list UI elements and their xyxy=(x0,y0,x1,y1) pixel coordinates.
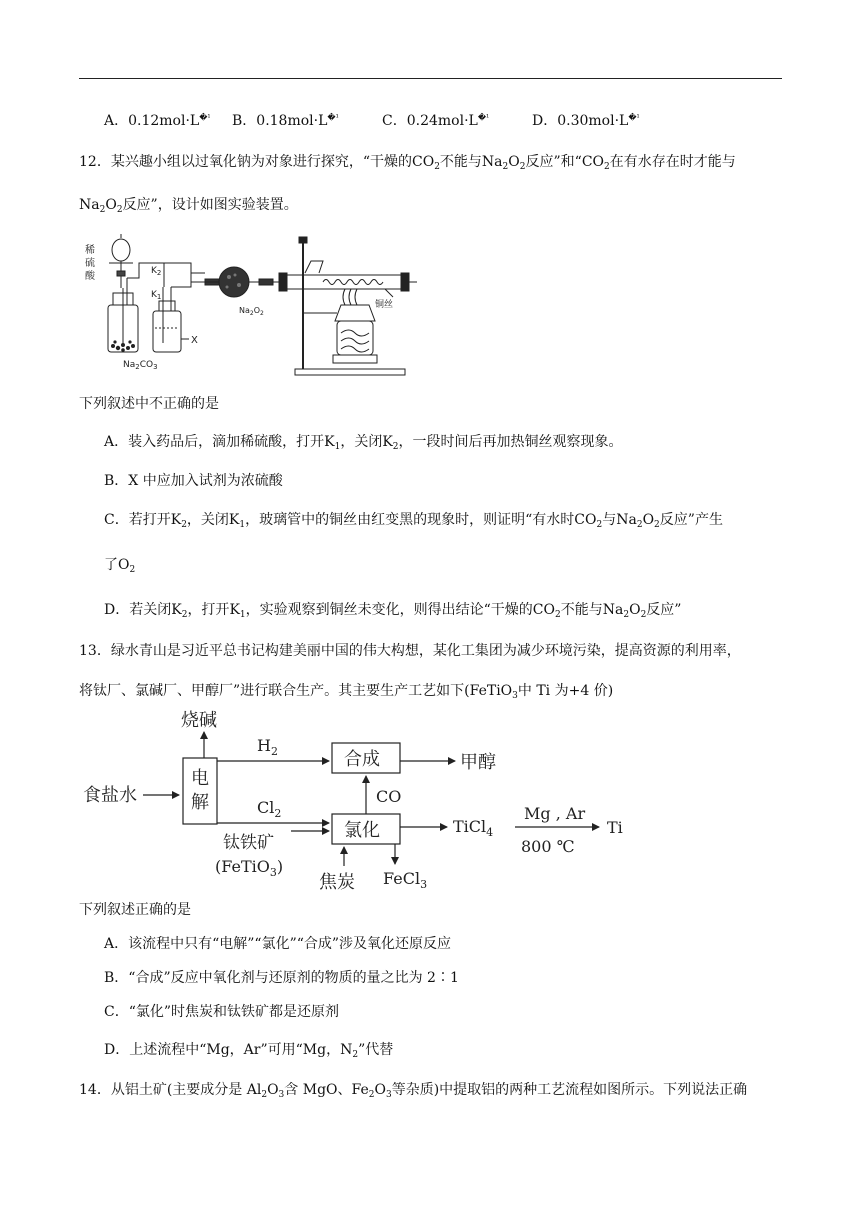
q12-option-c-cont: 了$O_2$ xyxy=(104,557,136,575)
q13-option-b: B．“合成”反应中氧化剂与还原剂的物质的量之比为 2∶1 xyxy=(104,970,459,986)
wash-bottle xyxy=(153,311,181,352)
ilmenite-label: 钛铁矿 xyxy=(223,833,274,853)
separatory-funnel xyxy=(112,239,130,261)
q14-question-line1: 14．从铝土矿(主要成分是 $Al_2O_3$含 MgO、$Fe_2O_3$等杂质)中提取铝的两种工艺流程如图所示。下列说法正确 xyxy=(79,1082,748,1100)
na2o2-label: $Na_2O_2$ xyxy=(239,306,264,317)
q12-option-b: B．X 中应加入试剂为浓硫酸 xyxy=(104,473,283,489)
co-label: CO xyxy=(376,787,402,806)
copper-wire xyxy=(323,280,383,285)
na2co3-label: $Na_2CO_3$ xyxy=(123,360,158,371)
alcohol-lamp xyxy=(335,305,375,321)
iron-stand-base xyxy=(295,369,405,375)
synthesis-label: 合成 xyxy=(344,749,380,770)
k2-label: $K_2$ xyxy=(151,266,162,277)
ilmenite-formula: (FeTiO$_3$) xyxy=(215,857,284,879)
methanol-label: 甲醇 xyxy=(460,752,496,773)
k1-label: $K_1$ xyxy=(151,290,162,301)
q13-option-a: A．该流程中只有“电解”“氯化”“合成”涉及氧化还原反应 xyxy=(104,936,452,952)
q12-option-d: D．若关闭$K_2$，打开$K_1$，实验观察到铜丝未变化，则得出结论“干燥的$CO_2$不能与$Na_2O_2$反应” xyxy=(104,602,682,620)
q13-question-line2: 将钛厂、氯碱厂、甲醇厂”进行联合生产。其主要生产工艺如下(FeTiO$_3$中 Ti 为+4 价) xyxy=(79,683,614,701)
q12-question-line2: $Na_2O_2$反应”，设计如图实验装置。 xyxy=(79,197,298,215)
conditions-bottom-label: 800 ℃ xyxy=(521,837,575,856)
q11-options xyxy=(104,112,640,130)
q11-option-b: B．$0.18mol\cdot L^{�^1}$ xyxy=(232,113,339,129)
q13-process-flowchart xyxy=(79,706,649,896)
flame xyxy=(343,289,357,305)
header-rule xyxy=(79,78,782,79)
h2-label: $H_2$ xyxy=(257,736,278,758)
q11-option-d: D．$0.30mol\cdot L^{�^1}$ xyxy=(532,113,640,129)
q12-stem: 下列叙述中不正确的是 xyxy=(79,396,219,412)
x-label: X xyxy=(191,335,198,346)
q13-question-line1: 13．绿水青山是习近平总书记构建美丽中国的伟大构想，某化工集团为减少环境污染，提高资源的利用率， xyxy=(79,643,741,659)
q12-question-line1: 12．某兴趣小组以过氧化钠为对象进行探究，“干燥的$CO_2$不能与$Na_2O_2$反应”和“$CO_2$在有水存在时才能与 xyxy=(79,154,736,172)
q13-option-c: C．“氯化”时焦炭和钛铁矿都是还原剂 xyxy=(104,1004,340,1020)
electrolysis-label-2: 解 xyxy=(191,792,209,813)
q11-option-c: C．$0.24mol\cdot L^{�^1}$ xyxy=(382,113,490,129)
ticl4-label: TiCl$_4$ xyxy=(453,817,494,839)
q13-stem: 下列叙述正确的是 xyxy=(79,902,191,918)
q12-apparatus-diagram xyxy=(79,233,424,378)
glass-tube xyxy=(283,275,405,289)
caustic-soda-label: 烧碱 xyxy=(181,710,217,731)
q13-option-d: D．上述流程中“Mg，Ar”可用“Mg，$N_2$”代替 xyxy=(104,1042,394,1060)
acid-label-1: 稀 xyxy=(85,245,95,256)
brine-label: 食盐水 xyxy=(83,785,137,806)
q11-option-a: A．$0.12mol\cdot L^{�^1}$ xyxy=(104,113,211,129)
acid-label-3: 酸 xyxy=(85,271,95,282)
na2o2-tube xyxy=(219,267,249,297)
fecl3-label: FeCl$_3$ xyxy=(383,869,428,891)
q12-option-c: C．若打开$K_2$，关闭$K_1$，玻璃管中的铜丝由红变黑的现象时，则证明“有水时$CO_2$与$Na_2O_2$反应”产生 xyxy=(104,512,723,530)
acid-label-2: 硫 xyxy=(85,258,95,269)
conditions-top-label: Mg , Ar xyxy=(524,804,586,823)
electrolysis-label-1: 电 xyxy=(191,768,209,789)
chlorination-label: 氯化 xyxy=(344,820,380,841)
copper-wire-label: 铜丝 xyxy=(375,300,394,310)
cl2-label: $Cl_2$ xyxy=(257,798,282,820)
q12-option-a: A．装入药品后，滴加稀硫酸，打开$K_1$，关闭$K_2$，一段时间后再加热铜丝观察现象。 xyxy=(104,434,623,452)
ti-label: Ti xyxy=(607,818,623,837)
coke-label: 焦炭 xyxy=(319,872,355,893)
